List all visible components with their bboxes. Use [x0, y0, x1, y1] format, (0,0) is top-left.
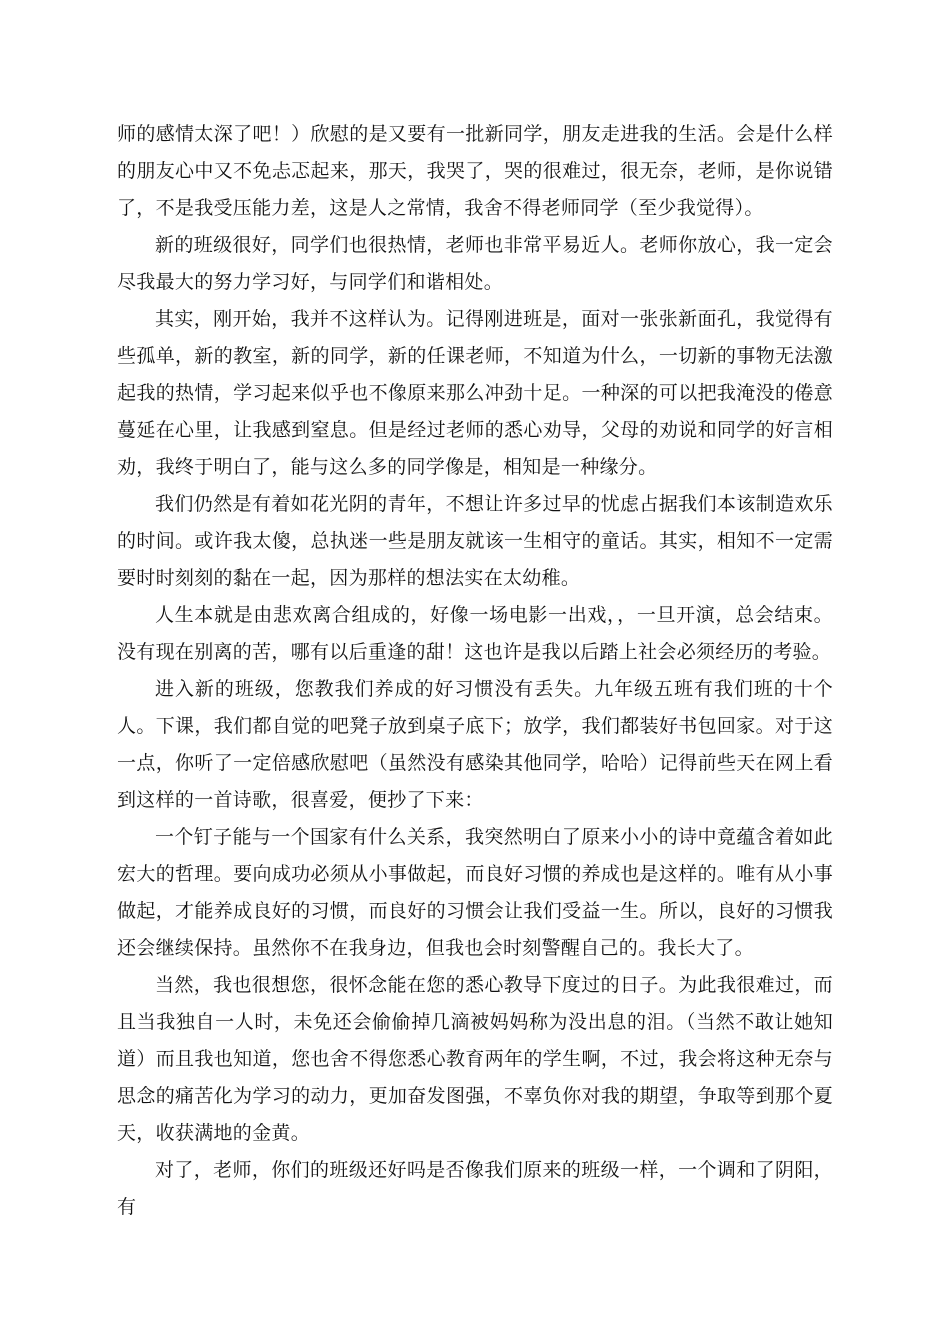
paragraph-8: 当然，我也很想您，很怀念能在您的悉心教导下度过的日子。为此我很难过，而且当我独自一人时，未免还会偷偷掉几滴被妈妈称为没出息的泪。（当然不敢让她知道）而且我也知道，您也舍不得您悉心教育两年的学生啊，不过，我会将这种无奈与思念的痛苦化为学习的动力，更加奋发图强，不辜负你对我的期望，争取等到那个夏天，收获满地的金黄。 — [117, 974, 833, 1144]
paragraph-7: 一个钉子能与一个国家有什么关系，我突然明白了原来小小的诗中竟蕴含着如此宏大的哲理。要向成功必须从小事做起，而良好习惯的养成也是这样的。唯有从小事做起，才能养成良好的习惯，而良好的习惯会让我们受益一生。所以，良好的习惯我还会继续保持。虽然你不在我身边，但我也会时刻警醒自己的。我长大了。 — [117, 826, 833, 959]
paragraph-1: 师的感情太深了吧！）欣慰的是又要有一批新同学，朋友走进我的生活。会是什么样的朋友心中又不免忐忑起来，那天，我哭了，哭的很难过，很无奈，老师，是你说错了，不是我受压能力差，这是人之常情，我舍不得老师同学（至少我觉得）。 — [117, 123, 833, 219]
paragraph-3: 其实，刚开始，我并不这样认为。记得刚进班是，面对一张张新面孔，我觉得有些孤单，新的教室，新的同学，新的任课老师，不知道为什么，一切新的事物无法激起我的热情，学习起来似乎也不像原来那么冲劲十足。一种深的可以把我淹没的倦意蔓延在心里，让我感到窒息。但是经过老师的悉心劝导，父母的劝说和同学的好言相劝，我终于明白了，能与这么多的同学像是，相知是一种缘分。 — [117, 308, 833, 478]
paragraph-2: 新的班级很好，同学们也很热情，老师也非常平易近人。老师你放心，我一定会尽我最大的努力学习好，与同学们和谐相处。 — [117, 234, 833, 293]
document-body — [117, 116, 833, 1226]
paragraph-6: 进入新的班级，您教我们养成的好习惯没有丢失。九年级五班有我们班的十个人。下课，我们都自觉的吧凳子放到桌子底下；放学，我们都装好书包回家。对于这一点，你听了一定倍感欣慰吧（虽然没有感染其他同学，哈哈）记得前些天在网上看到这样的一首诗歌，很喜爱，便抄了下来： — [117, 678, 833, 811]
paragraph-9: 对了，老师，你们的班级还好吗是否像我们原来的班级一样，一个调和了阴阳，有 — [117, 1159, 833, 1218]
paragraph-4: 我们仍然是有着如花光阴的青年，不想让许多过早的忧虑占据我们本该制造欢乐的时间。或许我太傻，总执迷一些是朋友就该一生相守的童话。其实，相知不一定需要时时刻刻的黏在一起，因为那样的想法实在太幼稚。 — [117, 493, 833, 589]
paragraph-5: 人生本就是由悲欢离合组成的，好像一场电影一出戏，，一旦开演，总会结束。没有现在别离的苦，哪有以后重逢的甜！这也许是我以后踏上社会必须经历的考验。 — [117, 604, 833, 663]
